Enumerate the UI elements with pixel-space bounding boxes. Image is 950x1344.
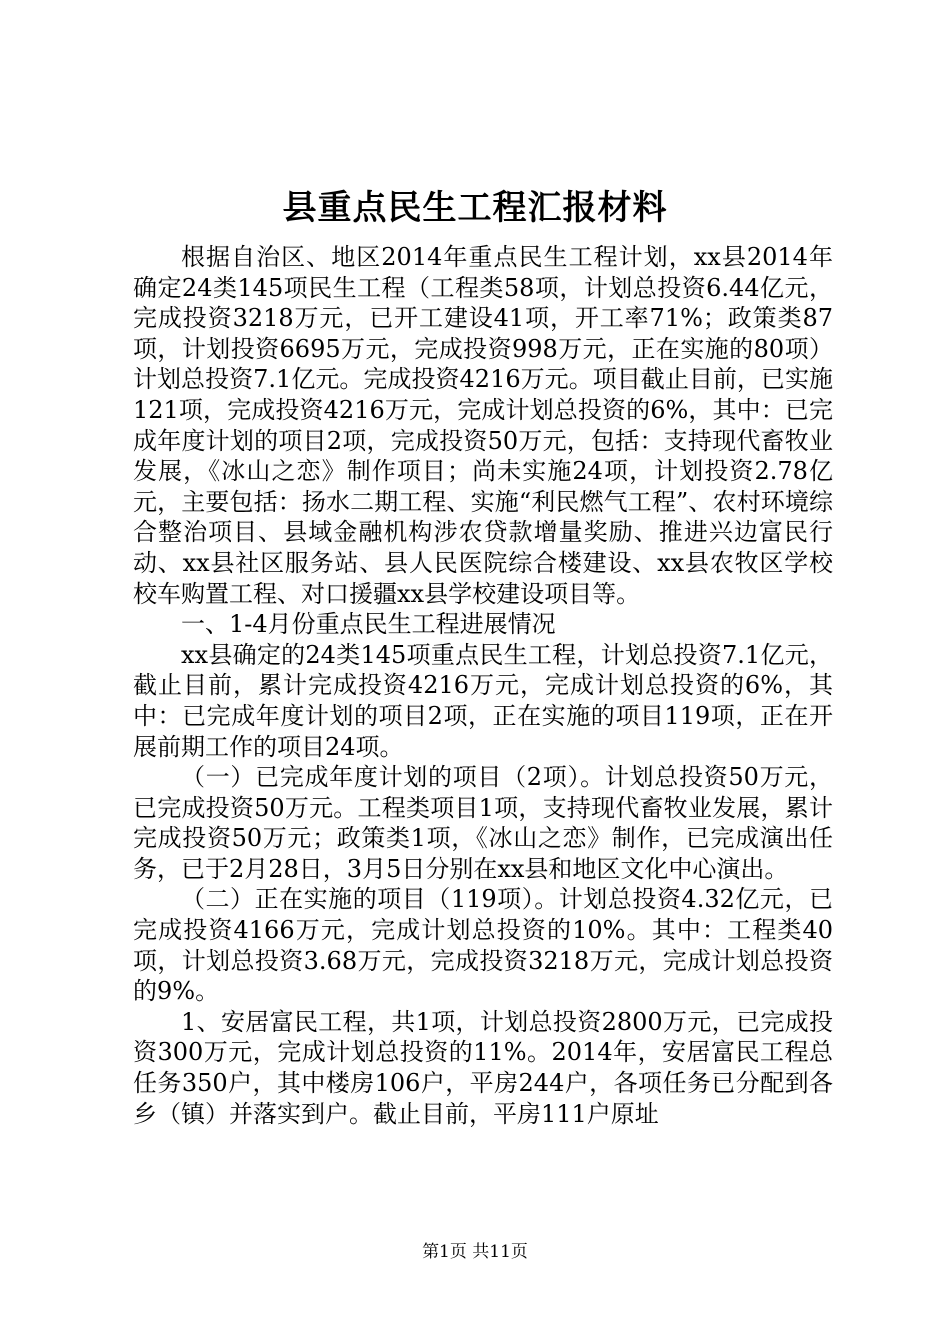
paragraph-housing-project: 1、安居富民工程，共1项，计划总投资2800万元，已完成投资300万元，完成计划总投资的11%。2014年，安居富民工程总任务350户，其中楼房106户，平房244户，各项任务已分配到各乡（镇）并落实到户。截止目前，平房111户原址 (133, 1007, 833, 1128)
document-title: 县重点民生工程汇报材料 (282, 188, 668, 228)
section-heading-1: 一、1-4月份重点民生工程进展情况 (181, 610, 556, 639)
page-footer: 第1页 共11页 (422, 1242, 528, 1262)
paragraph-completed-projects: （一）已完成年度计划的项目（2项）。计划总投资50万元，已完成投资50万元。工程类项目1项，支持现代畜牧业发展，累计完成投资50万元；政策类1项，《冰山之恋》制作，已完成演出任务，已于2月28日，3月5日分别在xx县和地区文化中心演出。 (133, 763, 833, 883)
paragraph-progress: xx县确定的24类145项重点民生工程，计划总投资7.1亿元，截止目前，累计完成投资4216万元，完成计划总投资的6%，其中：已完成年度计划的项目2项，正在实施的项目119项，正在开展前期工作的项目24项。 (133, 640, 833, 761)
document-body (133, 242, 833, 1129)
paragraph-intro: 根据自治区、地区2014年重点民生工程计划，xx县2014年确定24类145项民生工程（工程类58项，计划总投资6.44亿元，完成投资3218万元，已开工建设41项，开工率71%；政策类87项，计划投资6695万元，完成投资998万元，正在实施的80项）计划总投资7.1亿元。完成投资4216万元。项目截止目前，已实施121项，完成投资4216万元，完成计划总投资的6%，其中：已完成年度计划的项目2项，完成投资50万元，包括：支持现代畜牧业发展，《冰山之恋》制作项目；尚未实施24项，计划投资2.78亿元，主要包括：扬水二期工程、实施“利民燃气工程”、农村环境综合整治项目、县域金融机构涉农贷款增量奖励、推进兴边富民行动、xx县社区服务站、县人民医院综合楼建设、xx县农牧区学校校车购置工程、对口援疆xx县学校建设项目等。 (133, 243, 833, 608)
paragraph-ongoing-projects: （二）正在实施的项目（119项）。计划总投资4.32亿元，已完成投资4166万元，完成计划总投资的10%。其中：工程类40项，计划总投资3.68万元，完成投资3218万元，完成计划总投资的9%。 (133, 885, 833, 1006)
